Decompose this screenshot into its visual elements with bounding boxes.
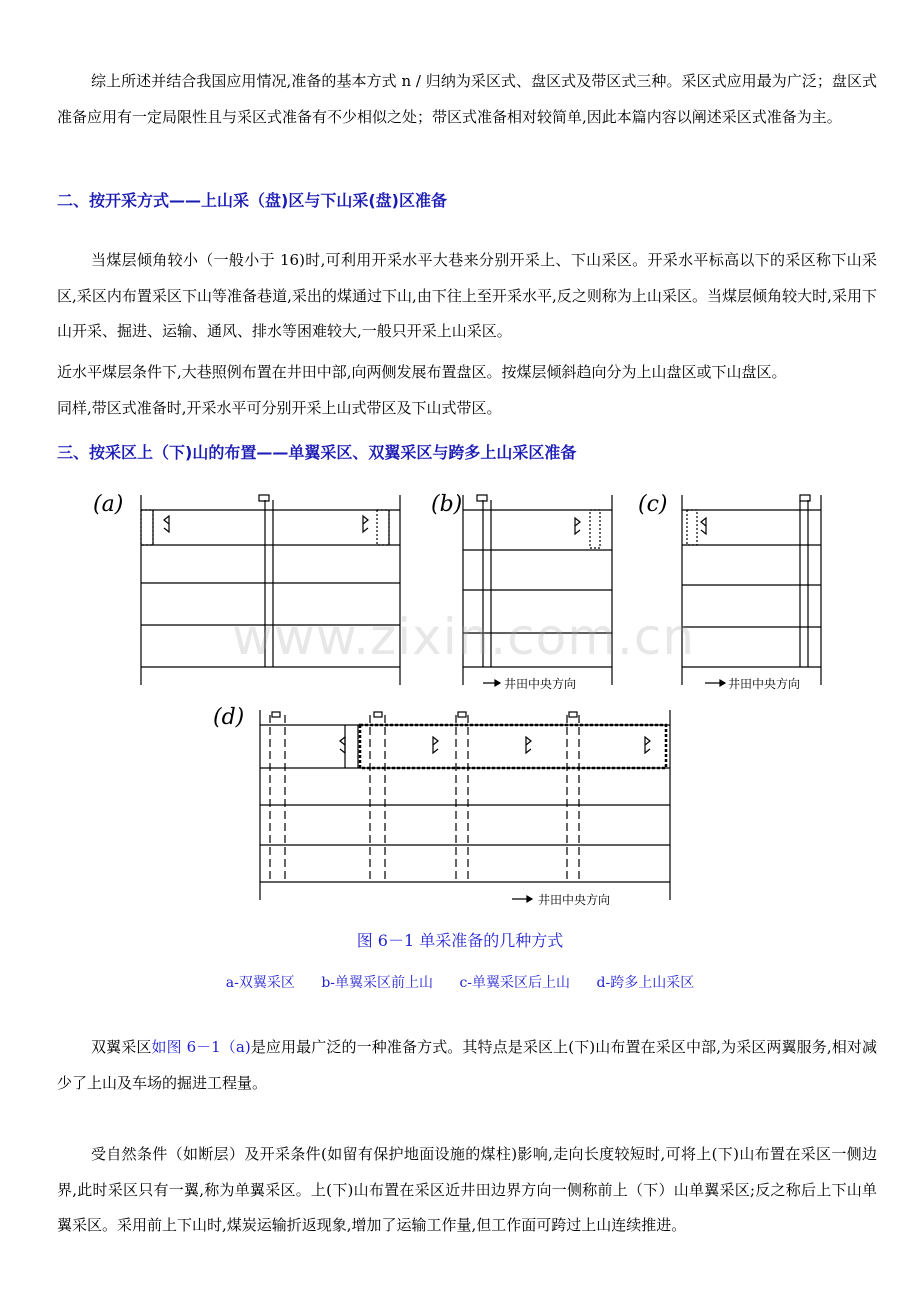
paragraph-double-wing (57, 1030, 877, 1101)
paragraph-summary: 综上所述并结合我国应用情况,准备的基本方式 n / 归纳为采区式、盘区式及带区式三种。采区式应用最为广泛；盘区式准备应用有一定局限性且与采区式准备有不少相似之处；带区式准备相对较简单,因此本篇内容以阐述采区式准备为主。 (57, 72, 877, 126)
figure-reference-link[interactable]: 如图 6－1（a) (151, 1038, 251, 1056)
figure-subcaptions (0, 972, 920, 992)
figure-b-front-uphill (428, 485, 618, 695)
figure-c-direction: 井田中央方向 (728, 677, 801, 691)
subcaption-a: a-双翼采区 (225, 975, 295, 991)
watermark: www.zixin.com.cn (232, 608, 696, 666)
subcaption-b: b-单翼采区前上山 (321, 975, 434, 991)
figure-caption: 图 6－1 单采准备的几种方式 (356, 931, 564, 950)
figure-c-label: (c) (638, 492, 668, 517)
section-heading-2: 二、按开采方式——上山采（盘)区与下山采(盘)区准备 (57, 191, 447, 210)
figure-a-label: (a) (93, 492, 124, 517)
paragraph-near-horizontal: 近水平煤层条件下,大巷照例布置在井田中部,向两侧发展布置盘区。按煤层倾斜趋向分为上山盘区或下山盘区。 (57, 363, 787, 381)
subcaption-c: c-单翼采区后上山 (459, 975, 571, 991)
figure-c-rear-uphill (635, 485, 825, 695)
paragraph-upper-lower: 当煤层倾角较小（一般小于 16)时,可利用开采水平大巷来分别开采上、下山采区。开采水平标高以下的采区称下山采区,采区内布置采区下山等准备巷道,采出的煤通过下山,由下往上至开采水平,反之则称为上山采区。当煤层倾角较大时,采用下山开采、掘进、运输、通风、排水等困难较大,一般只开采上山采区。 (57, 251, 877, 340)
figure-b-label: (b) (431, 492, 463, 517)
subcaption-d: d-跨多上山采区 (596, 975, 695, 991)
double-wing-text: 是应用最广泛的一种准备方式。其特点是采区上(下)山布置在采区中部,为采区两翼服务,相对减少了上山及车场的掘进工程量。 (57, 1038, 877, 1092)
figure-d-multi-uphill (210, 700, 690, 915)
double-wing-term: 双翼采区 (91, 1038, 152, 1056)
figure-d-direction: 井田中央方向 (538, 893, 611, 907)
figure-a-double-wing (90, 485, 410, 690)
figure-b-direction: 井田中央方向 (504, 677, 577, 691)
paragraph-single-wing: 受自然条件（如断层）及开采条件(如留有保护地面设施的煤柱)影响,走向长度较短时,可将上(下)山布置在采区一侧边界,此时采区只有一翼,称为单翼采区。上(下)山布置在采区近井田边界方向一侧称前上（下）山单翼采区;反之称后上下山单翼采区。采用前上下山时,煤炭运输折返现象,增加了运输工作量,但工作面可跨过上山连续推进。 (57, 1145, 877, 1234)
paragraph-band-zone: 同样,带区式准备时,开采水平可分别开采上山式带区及下山式带区。 (57, 399, 502, 417)
section-heading-3: 三、按采区上（下)山的布置——单翼采区、双翼采区与跨多上山采区准备 (57, 443, 577, 462)
figure-d-label: (d) (213, 705, 245, 730)
